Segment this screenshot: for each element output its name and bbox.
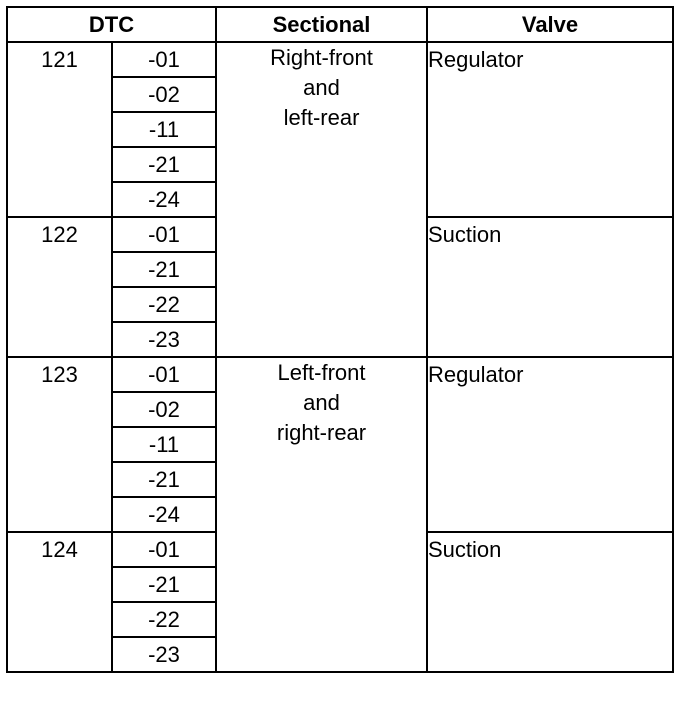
dtc-subcode: -23 (112, 637, 216, 672)
dtc-code: 123 (7, 357, 112, 532)
sectional-line: and (303, 75, 340, 100)
dtc-subcode: -23 (112, 322, 216, 357)
dtc-subcode: -21 (112, 147, 216, 182)
header-row (7, 7, 673, 42)
dtc-code: 124 (7, 532, 112, 672)
dtc-code: 121 (7, 42, 112, 217)
valve-cell: Suction (427, 217, 673, 357)
sectional-line: left-rear (283, 105, 360, 130)
dtc-subcode: -24 (112, 182, 216, 217)
sectional-cell (216, 42, 427, 357)
dtc-subcode: -22 (112, 287, 216, 322)
dtc-subcode: -22 (112, 602, 216, 637)
dtc-subcode: -01 (112, 357, 216, 392)
header-sectional: Sectional (216, 7, 427, 42)
table-row (7, 357, 673, 392)
sectional-cell (216, 357, 427, 672)
dtc-subcode: -01 (112, 217, 216, 252)
valve-cell: Regulator (427, 42, 673, 217)
valve-cell: Regulator (427, 357, 673, 532)
dtc-subcode: -02 (112, 392, 216, 427)
dtc-subcode: -21 (112, 567, 216, 602)
dtc-subcode: -24 (112, 497, 216, 532)
header-dtc: DTC (7, 7, 216, 42)
dtc-subcode: -21 (112, 462, 216, 497)
dtc-subcode: -01 (112, 42, 216, 77)
sectional-line: Left-front (277, 360, 366, 385)
dtc-table (6, 6, 674, 673)
table-row (7, 42, 673, 77)
dtc-code: 122 (7, 217, 112, 357)
dtc-subcode: -01 (112, 532, 216, 567)
dtc-subcode: -21 (112, 252, 216, 287)
sectional-line: Right-front (270, 45, 373, 70)
dtc-subcode: -11 (112, 427, 216, 462)
valve-cell: Suction (427, 532, 673, 672)
dtc-subcode: -11 (112, 112, 216, 147)
sectional-line: and (303, 390, 340, 415)
header-valve: Valve (427, 7, 673, 42)
sectional-line: right-rear (276, 420, 367, 445)
dtc-subcode: -02 (112, 77, 216, 112)
